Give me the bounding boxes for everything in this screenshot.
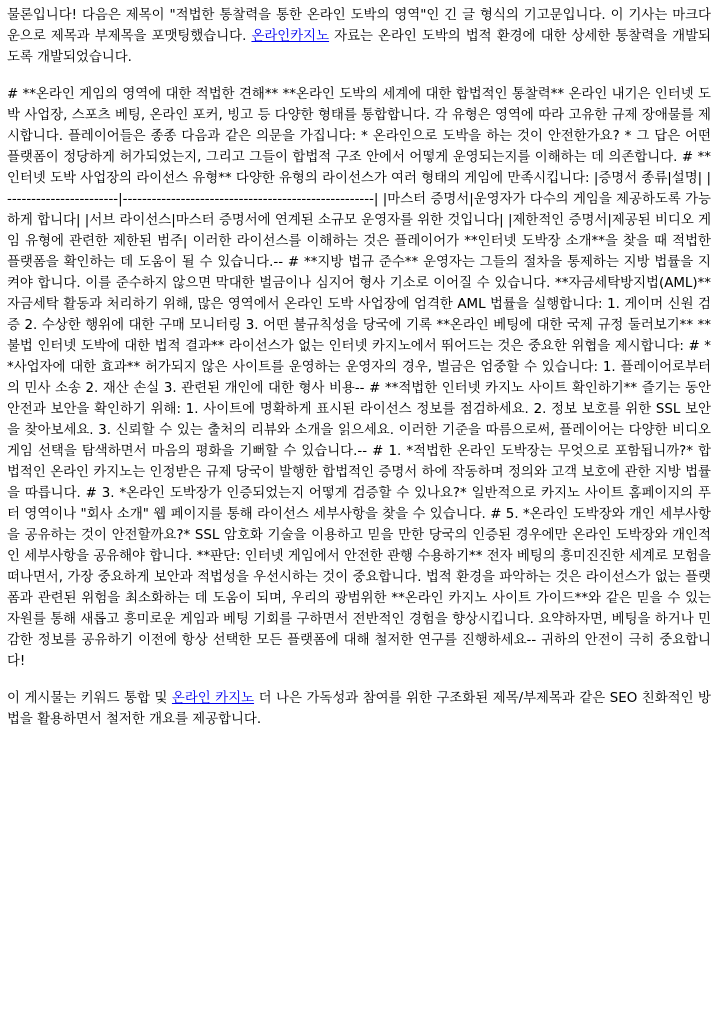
outro-text-end: 더 나은 가독성과 참여를 위한 구조화된 제목/부제목과 같은 SEO 친화적인 방법을 활용하면서 철저한 개요를 제공합니다. — [7, 691, 711, 727]
intro-text-end: 자료는 온라인 도박의 법적 환경에 대한 상세한 통찰력을 개발되도록 개발되었습니다. — [7, 29, 711, 65]
online-casino-keyword-link[interactable]: 온라인 카지노 — [171, 691, 255, 706]
outro-text-start: 이 게시물는 키워드 통합 및 — [7, 691, 172, 706]
online-casino-link[interactable]: 온라인카지노 — [251, 29, 330, 44]
outro-paragraph — [7, 688, 711, 730]
body-paragraph: # **온라인 게임의 영역에 대한 적법한 견해** **온라인 도박의 세계에 대한 합법적인 통찰력** 온라인 내기은 인터넷 도박 사업장, 스포츠 베팅, 온라인 포커, 빙고 등 다양한 형태를 통합합니다. 각 유형은 영역에 따라 고유한 규제 장애물를 제시합니다. 플레이어들은 종종 다음과 같은 의문을 가집니다: * 온라인으로 도박을 하는 것이 안전한가요? * 그 답은 어떤 플랫폼이 정당하게 허가되었는지, 그리고 그들이 합법적 구조 안에서 어떻게 운영되는지를 이해하는 데 의존합니다. # **인터넷 도박 사업장의 라이선스 유형** 다양한 유형의 라이선스가 여러 형태의 게임에 만족시킵니다: |증명서 종류|설명| |-----------------------|----------------------------------------------------| |마스터 증명서|운영자가 다수의 게임을 제공하도록 가능하게 합니다| |서브 라이선스|마스터 증명서에 연계된 소규모 운영자를 위한 것입니다| |제한적인 증명서|제공된 비디오 게임 유형에 관련한 제한된 범주| 이러한 라이선스를 이해하는 것은 플레이어가 **인터넷 도박장 소개**을 찾을 때 적법한 플랫폼을 확인하는 데 도움이 될 수 있습니다.-- # **지방 법규 준수** 운영자는 그들의 절차을 통제하는 지방 법률을 지켜야 합니다. 이를 준수하지 않으면 막대한 벌금이나 심지어 형사 기소로 이어질 수 있습니다. **자금세탁방지법(AML)** 자금세탁 활동과 처리하기 위해, 많은 영역에서 온라인 도박 사업장에 엄격한 AML 법률을 실행합니다: 1. 게이머 신원 검증 2. 수상한 행위에 대한 구매 모니터링 3. 어떤 불규칙성을 당국에 기록 **온라인 베팅에 대한 국제 규정 둘러보기** **불법 인터넷 도박에 대한 법적 결과** 라이선스가 없는 인터넷 카지노에서 뛰어드는 것은 중요한 위협을 제시합니다: # **사업자에 대한 효과** 허가되지 않은 사이트를 운영하는 운영자의 경우, 벌금은 엄중할 수 있습니다: 1. 플레이어로부터의 민사 소송 2. 재산 손실 3. 관련된 개인에 대한 형사 비용-- # **적법한 인터넷 카지노 사이트 확인하기** 즐기는 동안 안전과 보안을 확인하기 위해: 1. 사이트에 명확하게 표시된 라이선스 정보를 점검하세요. 2. 정보 보호를 위한 SSL 보안을 찾아보세요. 3. 신뢰할 수 있는 출처의 리뷰와 소개을 읽으세요. 이러한 기준을 따름으로써, 플레이어는 다양한 비디오 게임 선택을 탐색하면서 마음의 평화을 기뻐할 수 있습니다.-- # 1. *적법한 온라인 도박장는 무엇으로 포함됩니까?* 합법적인 온라인 카지노는 인정받은 규제 당국이 발행한 합법적인 증명서 하에 작동하며 정의와 고객 보호에 관한 지방 법률을 따릅니다. # 3. *온라인 도박장가 인증되었는지 어떻게 검증할 수 있나요?* 일반적으로 카지노 사이트 홈페이지의 푸터 영역이나 "회사 소개" 웹 페이지를 통해 라이선스 세부사항을 찾을 수 있습니다. # 5. *온라인 도박장와 개인 세부사항을 공유하는 것이 안전할까요?* SSL 암호화 기술을 이용하고 믿을 만한 당국의 인증된 경우에만 온라인 도박장와 개인적인 세부사항을 공유해야 합니다. **판단: 인터넷 게임에서 안전한 관행 수용하기** 전자 베팅의 흥미진진한 세계로 모험을 떠나면서, 가장 중요하게 보안과 적법성을 우선시하는 것이 중요합니다. 법적 환경을 파악하는 것은 라이선스가 없는 플랫폼과 관련된 위험을 최소화하는 데 도움이 되며, 우리의 광범위한 **온라인 카지노 사이트 가이드**와 같은 믿을 수 있는 자원를 통해 새롭고 흥미로운 게임과 베팅 기회를 구하면서 전반적인 경험을 향상시킵니다. 요약하자면, 베팅을 하거나 민감한 정보를 공유하기 이전에 항상 선택한 모든 플랫폼에 대해 철저한 연구를 진행하세요-- 귀하의 안전이 극히 중요합니다! — [7, 87, 711, 669]
article — [7, 5, 711, 746]
intro-paragraph — [7, 5, 711, 68]
intro-text-start: 물론입니다! 다음은 제목이 "적법한 통찰력을 통한 온라인 도박의 영역"인 긴 글 형식의 기고문입니다. 이 기사는 마크다운으로 제목과 부제목을 포맷팅했습니다. — [7, 8, 711, 44]
